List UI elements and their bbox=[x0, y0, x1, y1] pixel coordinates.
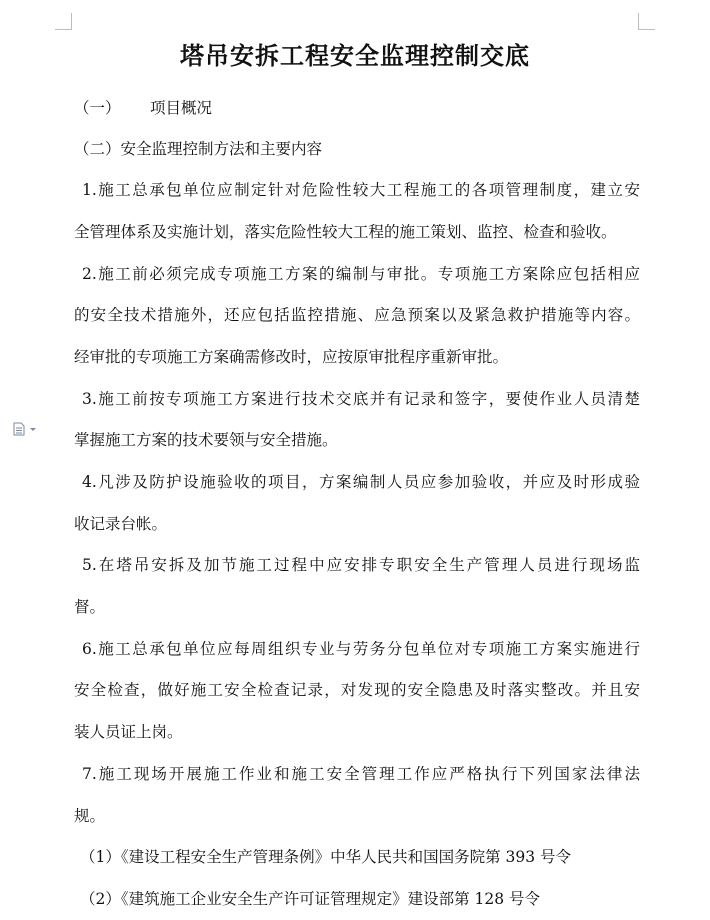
paragraph-line: 的安全技术措施外，还应包括监控措施、应急预案以及紧急救护措施等内容。 bbox=[74, 306, 640, 325]
paragraph-line: 2.施工前必须完成专项施工方案的编制与审批。专项施工方案除应包括相应 bbox=[82, 264, 640, 283]
paragraph-line: 安全检查，做好施工安全检查记录，对发现的安全隐患及时落实整改。并且安 bbox=[74, 681, 640, 700]
section-heading-safety-control: （二）安全监理控制方法和主要内容 bbox=[74, 139, 323, 158]
section-label: 项目概况 bbox=[150, 98, 213, 117]
paragraph bbox=[74, 753, 640, 836]
paragraph-line: 督。 bbox=[74, 598, 106, 617]
document-anchor-icon[interactable] bbox=[12, 422, 38, 436]
section-number: （一） bbox=[74, 98, 121, 117]
paragraph-line: 收记录台帐。 bbox=[74, 514, 168, 533]
regulation-item: （1）《建设工程安全生产管理条例》中华人民共和国国务院第 393 号令 bbox=[80, 848, 572, 867]
paragraph-line: 全管理体系及实施计划，落实危险性较大工程的施工策划、监控、检查和验收。 bbox=[74, 222, 617, 241]
paragraph-line: 6.施工总承包单位应每周组织专业与劳务分包单位对专项施工方案实施进行 bbox=[82, 639, 640, 658]
paragraph-line: 3.施工前按专项施工方案进行技术交底并有记录和签字，要使作业人员清楚 bbox=[82, 389, 640, 408]
crop-mark-top-left bbox=[55, 13, 72, 30]
regulation-item: （2）《建筑施工企业安全生产许可证管理规定》建设部第 128 号令 bbox=[80, 889, 541, 908]
paragraph bbox=[74, 378, 640, 461]
paragraph bbox=[74, 461, 640, 544]
paragraph-list bbox=[74, 169, 640, 836]
paragraph-line: 5.在塔吊安拆及加节施工过程中应安排专职安全生产管理人员进行现场监 bbox=[82, 556, 640, 575]
paragraph bbox=[74, 628, 640, 753]
section-heading-project-overview bbox=[74, 86, 640, 128]
document-title: 塔吊安拆工程安全监理控制交底 bbox=[180, 41, 530, 70]
paragraph-line: 7.施工现场开展施工作业和施工安全管理工作应严格执行下列国家法律法 bbox=[82, 764, 640, 783]
paragraph-line: 1.施工总承包单位应制定针对危险性较大工程施工的各项管理制度，建立安 bbox=[82, 181, 640, 200]
paragraph bbox=[74, 169, 640, 252]
paragraph-line: 4.凡涉及防护设施验收的项目，方案编制人员应参加验收，并应及时形成验 bbox=[82, 473, 640, 492]
paragraph bbox=[74, 545, 640, 628]
paragraph-line: 掌握施工方案的技术要领与安全措施。 bbox=[74, 431, 338, 450]
paragraph-line: 规。 bbox=[74, 806, 106, 825]
paragraph-line: 经审批的专项施工方案确需修改时，应按原审批程序重新审批。 bbox=[74, 347, 509, 366]
paragraph-line: 装人员证上岗。 bbox=[74, 723, 183, 742]
crop-mark-top-right bbox=[638, 13, 655, 30]
document-body bbox=[74, 86, 640, 920]
paragraph bbox=[74, 253, 640, 378]
